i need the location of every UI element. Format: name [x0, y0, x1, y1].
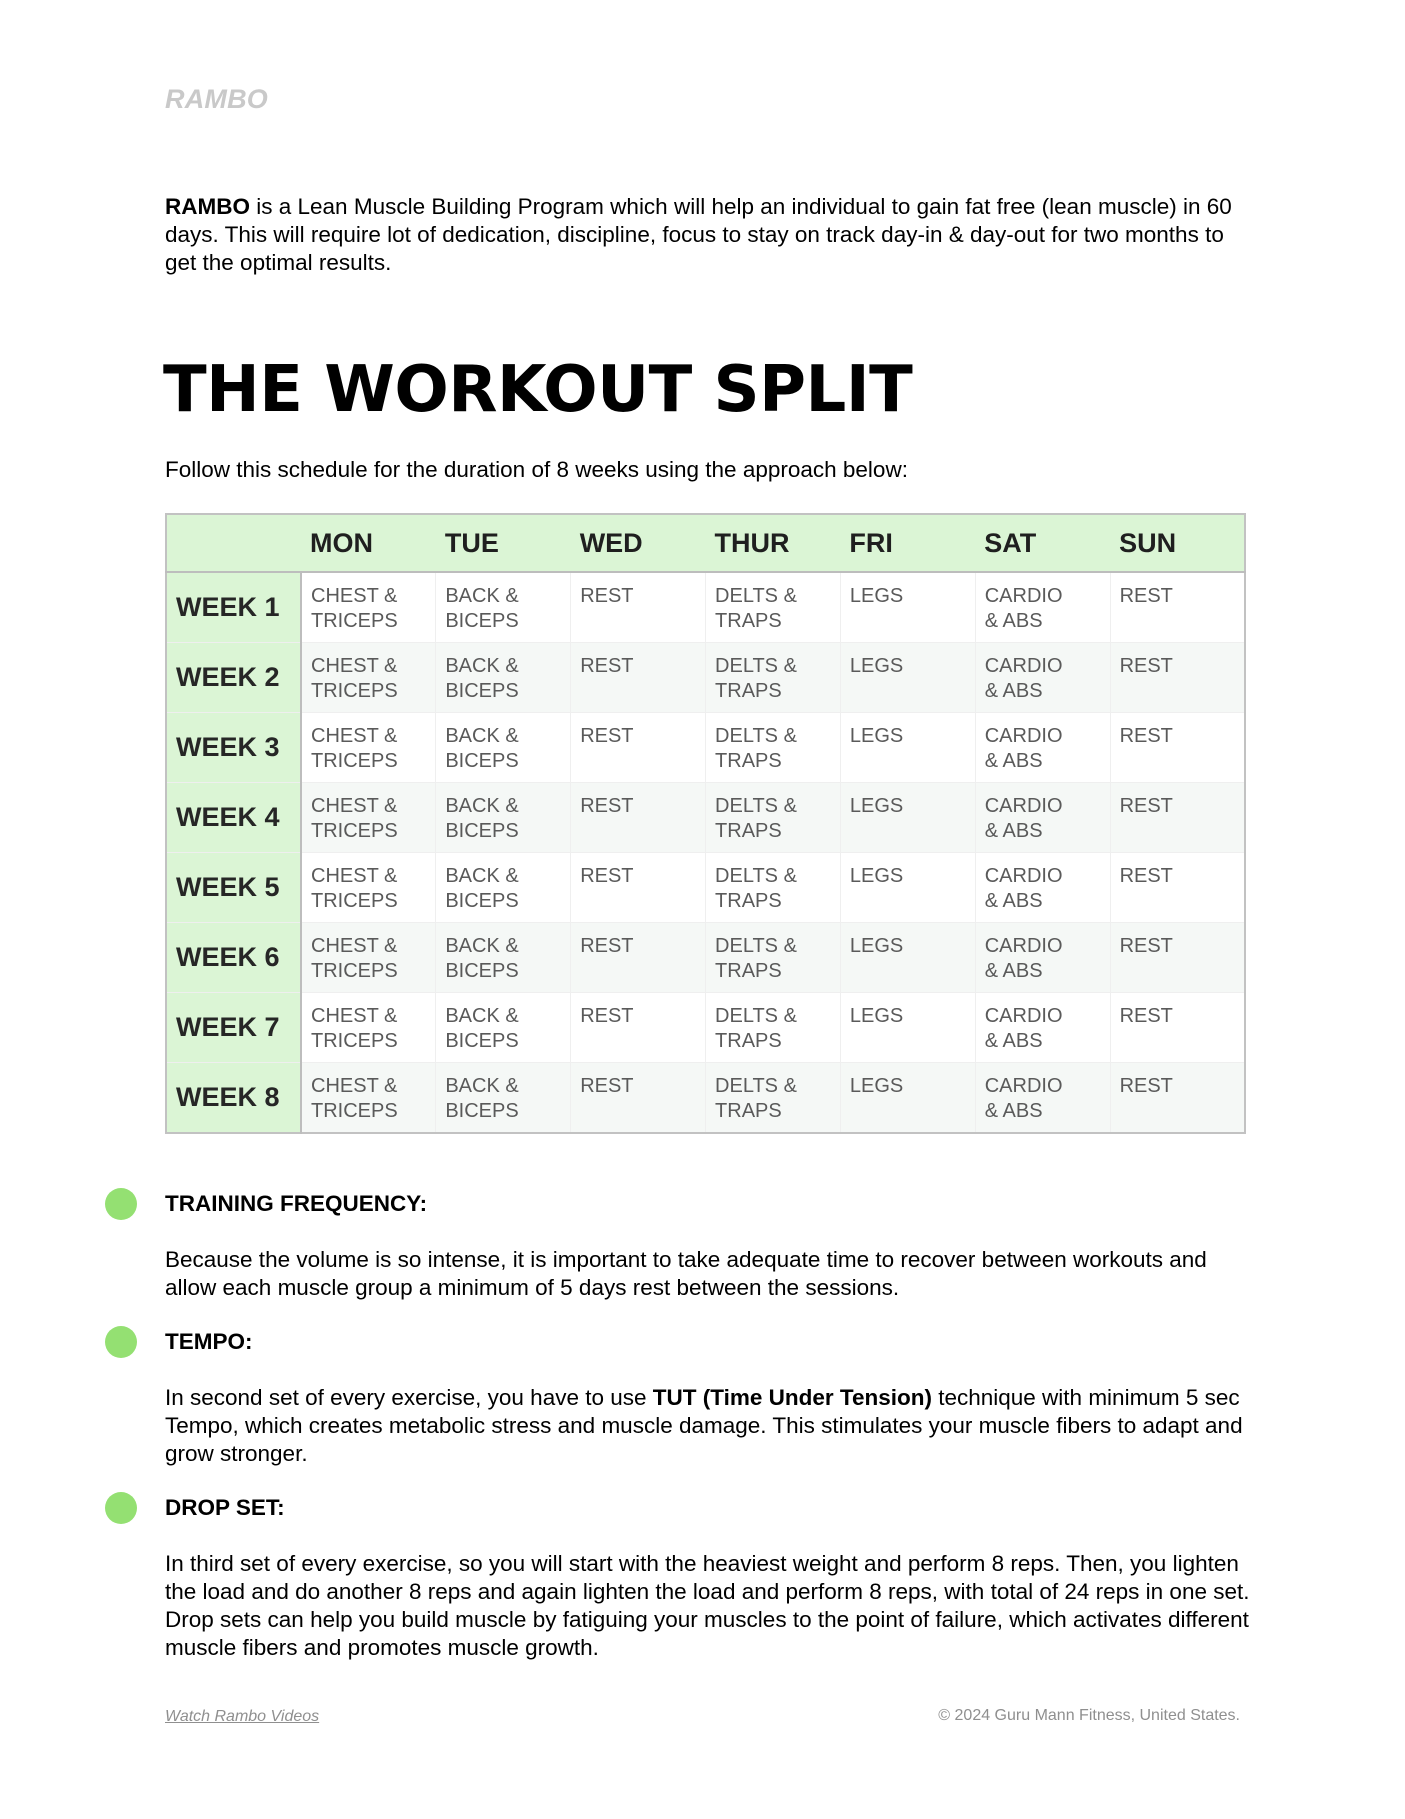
table-cell	[706, 783, 841, 853]
table-cell	[1110, 643, 1245, 713]
cell-line: CHEST &	[311, 655, 398, 677]
cell-line: LEGS	[849, 935, 904, 957]
cell-line: REST	[1119, 865, 1173, 887]
table-row	[166, 1063, 1245, 1134]
table-cell	[301, 783, 436, 853]
day-header-thur: THUR	[706, 514, 841, 572]
cell-line: CHEST &	[311, 725, 398, 747]
table-cell	[571, 643, 706, 713]
table-corner-cell	[166, 514, 301, 572]
table-cell	[840, 923, 975, 993]
cell-line: BACK &	[445, 795, 519, 817]
cell-line: TRICEPS	[311, 890, 398, 912]
table-cell	[840, 1063, 975, 1134]
day-header-tue: TUE	[436, 514, 571, 572]
cell-line: DELTS &	[715, 795, 797, 817]
cell-line: REST	[580, 1075, 634, 1097]
table-cell	[436, 853, 571, 923]
cell-line: CARDIO	[984, 865, 1063, 887]
cell-line: CARDIO	[984, 795, 1063, 817]
cell-line: REST	[1119, 935, 1173, 957]
cell-line: LEGS	[849, 795, 904, 817]
table-row	[166, 713, 1245, 783]
cell-line: BACK &	[445, 935, 519, 957]
cell-line: CHEST &	[311, 935, 398, 957]
cell-line: REST	[1119, 655, 1173, 677]
cell-line: REST	[580, 725, 634, 747]
cell-line: & ABS	[984, 890, 1043, 912]
table-cell	[840, 993, 975, 1063]
cell-line: CHEST &	[311, 1075, 398, 1097]
point-title: TEMPO:	[165, 1329, 253, 1354]
table-header-row	[166, 514, 1245, 572]
cell-line: TRAPS	[715, 1030, 782, 1052]
point-text-bold: TUT (Time Under Tension)	[652, 1385, 932, 1410]
cell-line: REST	[580, 1005, 634, 1027]
week-label: WEEK 2	[166, 643, 301, 713]
cell-line: DELTS &	[715, 585, 797, 607]
cell-line: TRAPS	[715, 750, 782, 772]
cell-line: BACK &	[445, 1075, 519, 1097]
cell-line: REST	[1119, 795, 1173, 817]
table-cell	[436, 1063, 571, 1134]
week-label: WEEK 4	[166, 783, 301, 853]
table-cell	[706, 1063, 841, 1134]
week-label: WEEK 3	[166, 713, 301, 783]
cell-line: & ABS	[984, 750, 1043, 772]
table-cell	[436, 783, 571, 853]
day-header-mon: MON	[301, 514, 436, 572]
cell-line: BACK &	[445, 865, 519, 887]
cell-line: DELTS &	[715, 935, 797, 957]
table-cell	[975, 572, 1110, 643]
table-row	[166, 643, 1245, 713]
week-label: WEEK 1	[166, 572, 301, 643]
cell-line: REST	[580, 935, 634, 957]
table-cell	[975, 923, 1110, 993]
cell-line: TRICEPS	[311, 1100, 398, 1122]
intro-text: is a Lean Muscle Building Program which will help an individual to gain fat free (lean muscle) in 60 days. This will require lot of dedication, discipline, focus to stay on track day-in & day-out for two months to get the optimal results.	[165, 194, 1232, 275]
cell-line: TRAPS	[715, 960, 782, 982]
point-title: TRAINING FREQUENCY:	[165, 1191, 428, 1216]
table-cell	[975, 713, 1110, 783]
table-cell	[301, 572, 436, 643]
cell-line: CHEST &	[311, 795, 398, 817]
point-title: DROP SET:	[165, 1495, 285, 1520]
cell-line: TRICEPS	[311, 750, 398, 772]
table-cell	[975, 643, 1110, 713]
week-label: WEEK 6	[166, 923, 301, 993]
cell-line: LEGS	[849, 1005, 904, 1027]
table-cell	[706, 993, 841, 1063]
table-cell	[1110, 572, 1245, 643]
table-cell	[706, 853, 841, 923]
cell-line: & ABS	[984, 960, 1043, 982]
table-cell	[1110, 1063, 1245, 1134]
point-text: Because the volume is so intense, it is important to take adequate time to recover between workouts and allow each muscle group a minimum of 5 days rest between the sessions.	[165, 1247, 1207, 1300]
cell-line: & ABS	[984, 610, 1043, 632]
table-cell	[840, 572, 975, 643]
cell-line: BICEPS	[445, 610, 519, 632]
cell-line: BACK &	[445, 725, 519, 747]
table-cell	[840, 643, 975, 713]
cell-line: LEGS	[849, 655, 904, 677]
day-header-sat: SAT	[975, 514, 1110, 572]
week-label: WEEK 5	[166, 853, 301, 923]
cell-line: BICEPS	[445, 890, 519, 912]
table-row	[166, 572, 1245, 643]
cell-line: CHEST &	[311, 1005, 398, 1027]
section-subtitle: Follow this schedule for the duration of 8 weeks using the approach below:	[165, 457, 908, 482]
table-cell	[571, 853, 706, 923]
cell-line: & ABS	[984, 820, 1043, 842]
point-text: In third set of every exercise, so you will start with the heaviest weight and perform 8 reps. Then, you lighten the load and do another 8 reps and again lighten the load and perform 8 reps, with total of 24 reps in one set. Drop sets can help you build muscle by fatiguing your muscles to the point of failure, which activates different muscle fibers and promotes muscle growth.	[165, 1551, 1250, 1660]
cell-line: & ABS	[984, 680, 1043, 702]
table-cell	[706, 713, 841, 783]
table-cell	[1110, 923, 1245, 993]
cell-line: TRICEPS	[311, 680, 398, 702]
cell-line: TRAPS	[715, 820, 782, 842]
table-cell	[436, 713, 571, 783]
table-cell	[975, 993, 1110, 1063]
cell-line: CARDIO	[984, 935, 1063, 957]
point-text-before: In second set of every exercise, you have to use	[165, 1385, 653, 1410]
cell-line: REST	[1119, 1005, 1173, 1027]
table-cell	[975, 853, 1110, 923]
day-header-sun: SUN	[1110, 514, 1245, 572]
cell-line: CARDIO	[984, 1075, 1063, 1097]
table-cell	[1110, 783, 1245, 853]
cell-line: DELTS &	[715, 865, 797, 887]
cell-line: BACK &	[445, 655, 519, 677]
cell-line: REST	[1119, 585, 1173, 607]
table-row	[166, 993, 1245, 1063]
table-row	[166, 853, 1245, 923]
cell-line: CARDIO	[984, 1005, 1063, 1027]
table-cell	[1110, 993, 1245, 1063]
cell-line: TRAPS	[715, 890, 782, 912]
point-text	[165, 1384, 1250, 1468]
cell-line: REST	[580, 585, 634, 607]
bullet-dot-icon	[105, 1188, 137, 1220]
bullet-dot-icon	[105, 1326, 137, 1358]
week-label: WEEK 8	[166, 1063, 301, 1134]
table-cell	[301, 923, 436, 993]
table-row	[166, 923, 1245, 993]
point-text-after: technique with minimum 5 sec Tempo, which creates metabolic stress and muscle damage. This stimulates your muscle fibers to adapt and grow stronger.	[165, 1385, 1243, 1466]
table-cell	[706, 643, 841, 713]
footer-copyright: © 2024 Guru Mann Fitness, United States.	[938, 1707, 1240, 1724]
table-cell	[1110, 853, 1245, 923]
cell-line: DELTS &	[715, 725, 797, 747]
cell-line: BICEPS	[445, 1030, 519, 1052]
watch-videos-link[interactable]: Watch Rambo Videos	[165, 1708, 320, 1725]
workout-split-table	[165, 513, 1246, 1134]
cell-line: LEGS	[849, 585, 904, 607]
cell-line: LEGS	[849, 865, 904, 887]
cell-line: REST	[580, 655, 634, 677]
cell-line: CARDIO	[984, 725, 1063, 747]
cell-line: TRICEPS	[311, 610, 398, 632]
table-row	[166, 783, 1245, 853]
cell-line: BACK &	[445, 585, 519, 607]
table-cell	[706, 923, 841, 993]
cell-line: TRAPS	[715, 680, 782, 702]
cell-line: & ABS	[984, 1030, 1043, 1052]
document-header-brand: RAMBO	[165, 84, 268, 114]
cell-line: TRAPS	[715, 610, 782, 632]
cell-line: BACK &	[445, 1005, 519, 1027]
cell-line: BICEPS	[445, 750, 519, 772]
point-drop-set	[165, 1494, 1250, 1662]
point-training-frequency	[165, 1190, 1250, 1302]
table-cell	[571, 923, 706, 993]
table-cell	[706, 572, 841, 643]
table-cell	[301, 1063, 436, 1134]
cell-line: BICEPS	[445, 680, 519, 702]
cell-line: TRAPS	[715, 1100, 782, 1122]
cell-line: TRICEPS	[311, 820, 398, 842]
table-cell	[840, 853, 975, 923]
cell-line: BICEPS	[445, 960, 519, 982]
cell-line: DELTS &	[715, 655, 797, 677]
table-cell	[975, 783, 1110, 853]
cell-line: BICEPS	[445, 820, 519, 842]
table-cell	[571, 993, 706, 1063]
table-cell	[840, 783, 975, 853]
table-cell	[301, 713, 436, 783]
table-cell	[571, 1063, 706, 1134]
table-cell	[975, 1063, 1110, 1134]
table-cell	[436, 572, 571, 643]
cell-line: CARDIO	[984, 585, 1063, 607]
day-header-wed: WED	[571, 514, 706, 572]
cell-line: DELTS &	[715, 1005, 797, 1027]
table-cell	[436, 993, 571, 1063]
cell-line: CHEST &	[311, 865, 398, 887]
table-body	[166, 572, 1245, 1133]
table-cell	[301, 643, 436, 713]
intro-lead-bold: RAMBO	[165, 194, 250, 219]
cell-line: CHEST &	[311, 585, 398, 607]
cell-line: TRICEPS	[311, 960, 398, 982]
cell-line: REST	[580, 865, 634, 887]
table-cell	[571, 713, 706, 783]
day-header-fri: FRI	[840, 514, 975, 572]
cell-line: LEGS	[849, 1075, 904, 1097]
cell-line: CARDIO	[984, 655, 1063, 677]
cell-line: REST	[1119, 1075, 1173, 1097]
point-tempo	[165, 1328, 1250, 1468]
cell-line: REST	[580, 795, 634, 817]
cell-line: BICEPS	[445, 1100, 519, 1122]
cell-line: REST	[1119, 725, 1173, 747]
table-cell	[436, 923, 571, 993]
table-cell	[301, 853, 436, 923]
cell-line: DELTS &	[715, 1075, 797, 1097]
cell-line: LEGS	[849, 725, 904, 747]
table-cell	[1110, 713, 1245, 783]
table-cell	[301, 993, 436, 1063]
bullet-dot-icon	[105, 1492, 137, 1524]
intro-paragraph	[165, 193, 1245, 277]
section-title: THE WORKOUT SPLIT	[163, 353, 913, 427]
cell-line: & ABS	[984, 1100, 1043, 1122]
table-cell	[571, 783, 706, 853]
cell-line: TRICEPS	[311, 1030, 398, 1052]
table-cell	[840, 713, 975, 783]
table-cell	[571, 572, 706, 643]
table-cell	[436, 643, 571, 713]
week-label: WEEK 7	[166, 993, 301, 1063]
